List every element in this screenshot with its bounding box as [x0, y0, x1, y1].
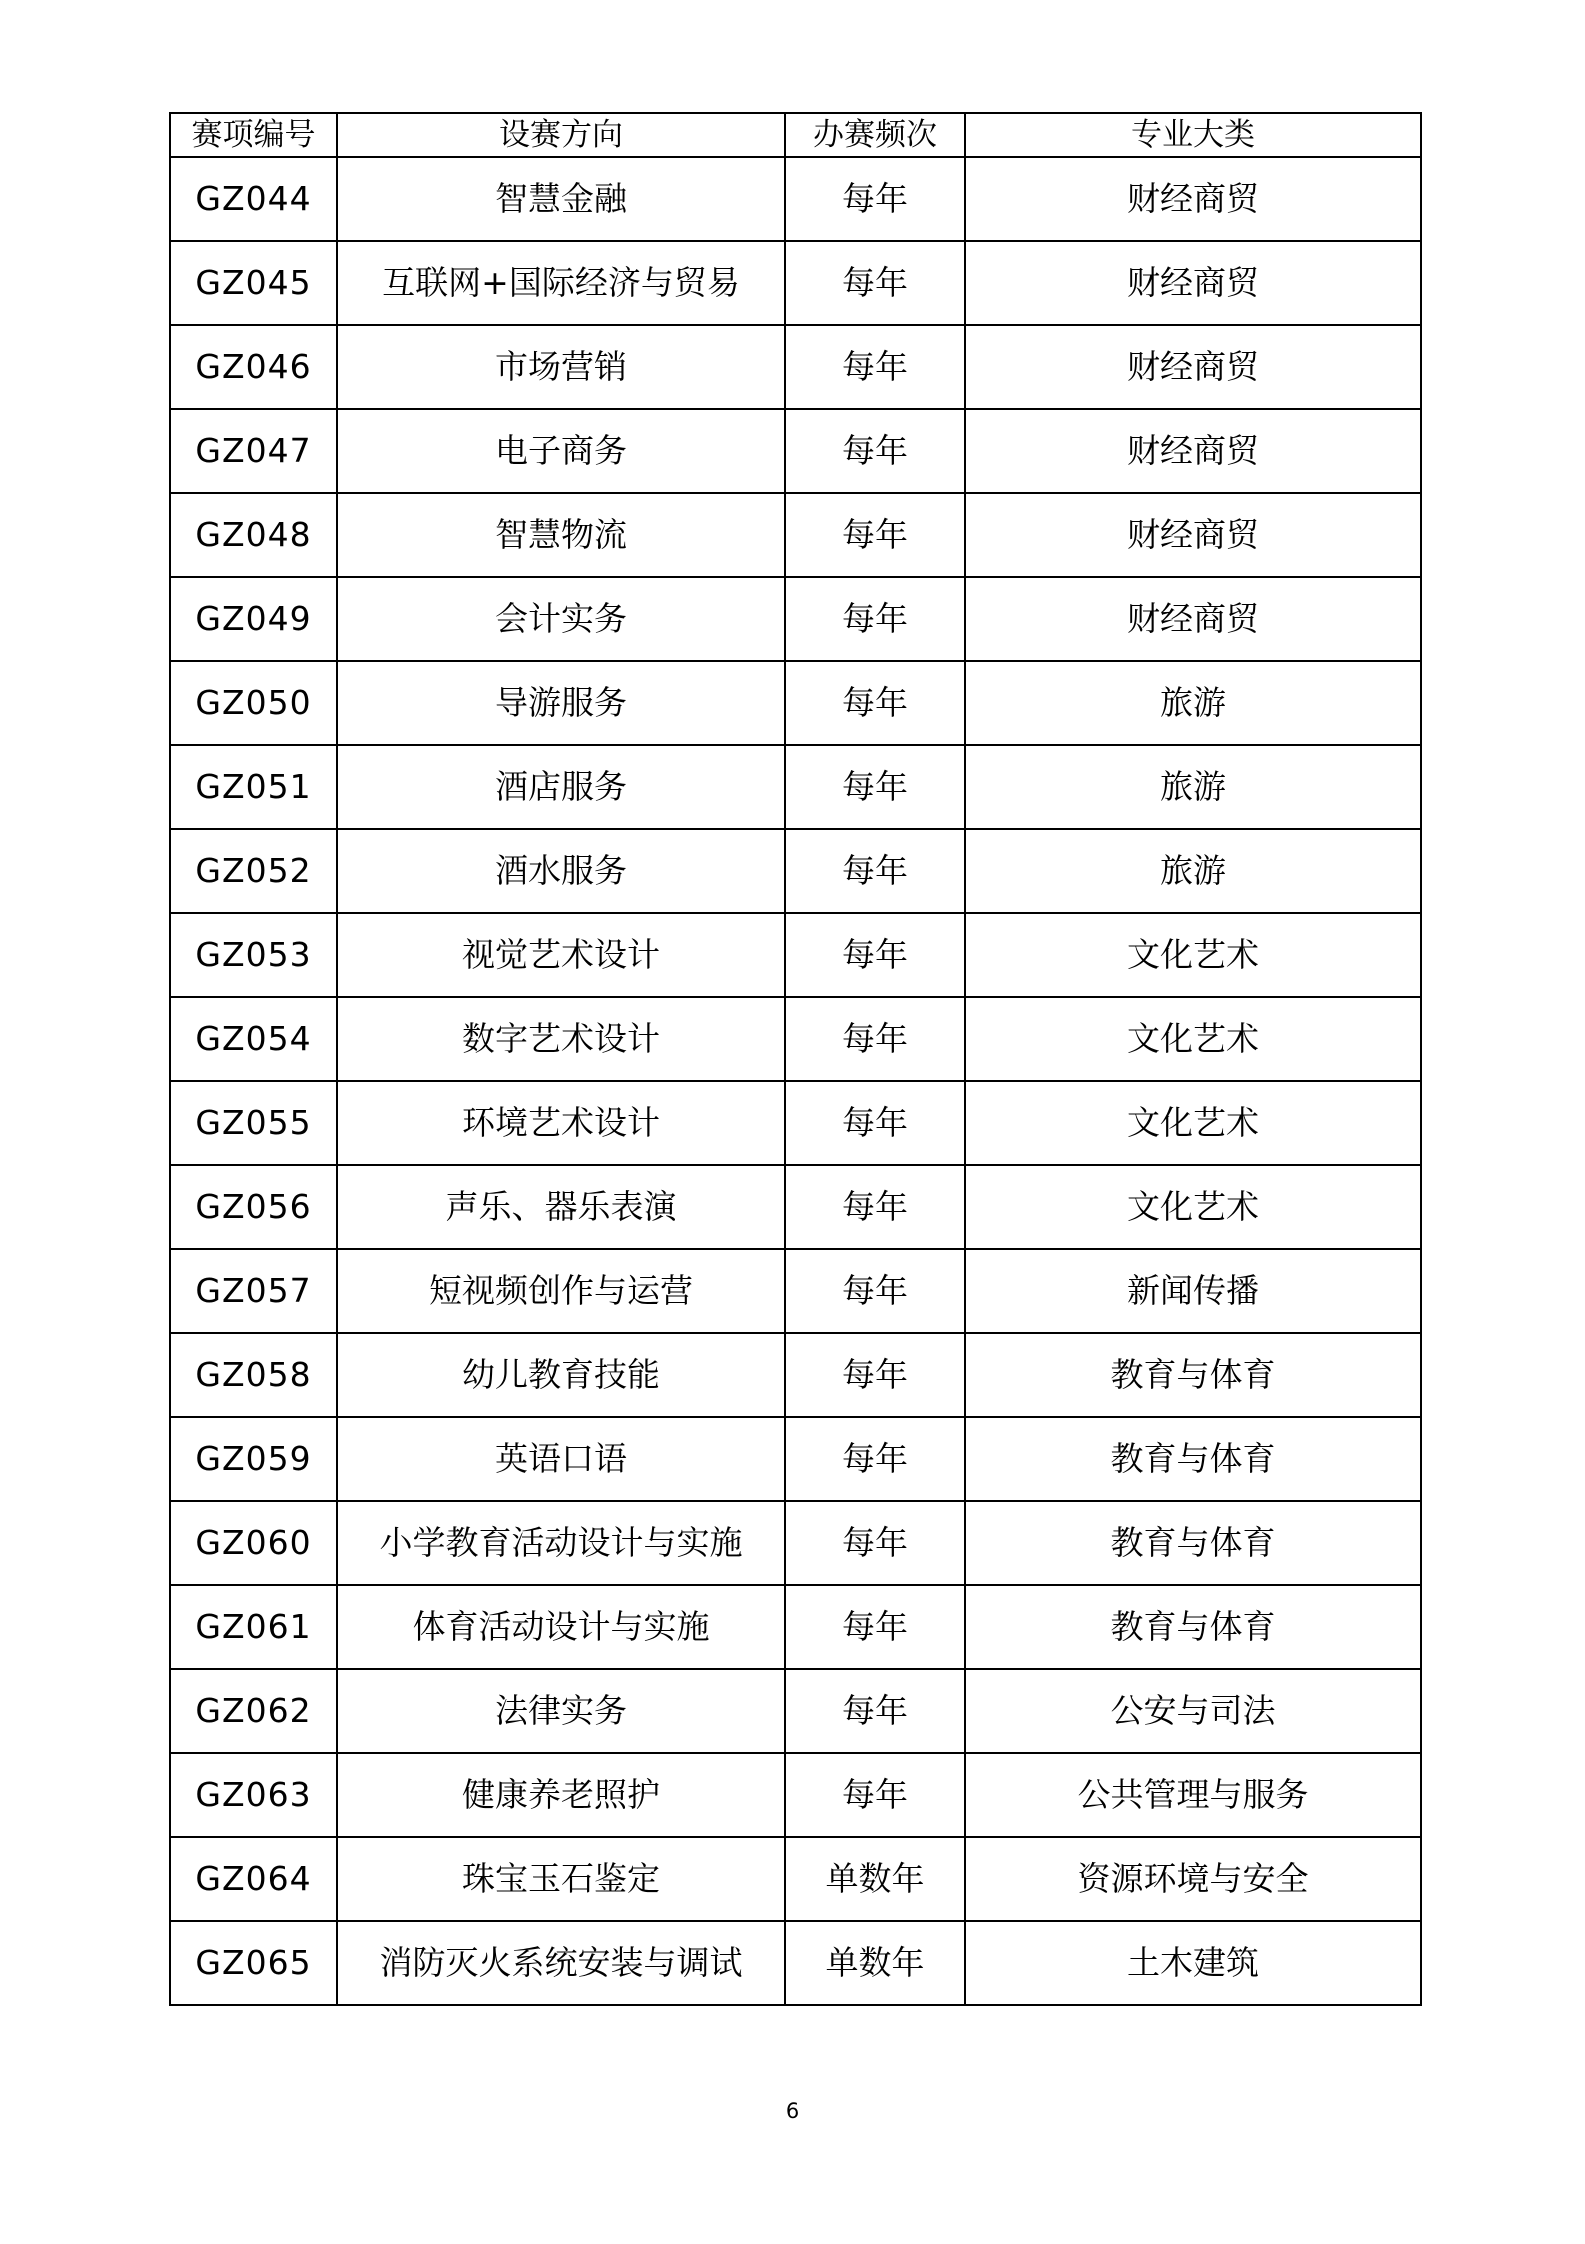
table-row [170, 1753, 1421, 1837]
direction-cell: 智慧物流 [337, 493, 785, 577]
table-row [170, 1333, 1421, 1417]
frequency-cell: 每年 [785, 493, 965, 577]
event-code-cell: GZ045 [170, 241, 337, 325]
table-row [170, 325, 1421, 409]
event-code-cell: GZ054 [170, 997, 337, 1081]
header-category: 专业大类 [965, 113, 1421, 157]
direction-cell: 消防灭火系统安装与调试 [337, 1921, 785, 2005]
table-row [170, 241, 1421, 325]
event-code-cell: GZ051 [170, 745, 337, 829]
competition-events-table [169, 112, 1422, 2006]
direction-cell: 导游服务 [337, 661, 785, 745]
category-cell: 财经商贸 [965, 409, 1421, 493]
direction-cell: 小学教育活动设计与实施 [337, 1501, 785, 1585]
category-cell: 旅游 [965, 661, 1421, 745]
table-row [170, 1837, 1421, 1921]
header-frequency: 办赛频次 [785, 113, 965, 157]
direction-cell: 幼儿教育技能 [337, 1333, 785, 1417]
event-code-cell: GZ057 [170, 1249, 337, 1333]
direction-cell: 酒店服务 [337, 745, 785, 829]
table-header [170, 113, 1421, 157]
table-row [170, 1921, 1421, 2005]
category-cell: 文化艺术 [965, 1081, 1421, 1165]
frequency-cell: 每年 [785, 1417, 965, 1501]
table-row [170, 1669, 1421, 1753]
event-code-cell: GZ044 [170, 157, 337, 241]
table-row [170, 661, 1421, 745]
category-cell: 文化艺术 [965, 1165, 1421, 1249]
direction-cell: 互联网+国际经济与贸易 [337, 241, 785, 325]
table-body [170, 157, 1421, 2005]
table-row [170, 1501, 1421, 1585]
event-code-cell: GZ062 [170, 1669, 337, 1753]
event-code-cell: GZ058 [170, 1333, 337, 1417]
category-cell: 土木建筑 [965, 1921, 1421, 2005]
category-cell: 教育与体育 [965, 1333, 1421, 1417]
category-cell: 教育与体育 [965, 1585, 1421, 1669]
category-cell: 财经商贸 [965, 325, 1421, 409]
category-cell: 旅游 [965, 829, 1421, 913]
table-row [170, 409, 1421, 493]
frequency-cell: 每年 [785, 409, 965, 493]
category-cell: 财经商贸 [965, 577, 1421, 661]
frequency-cell: 每年 [785, 157, 965, 241]
frequency-cell: 每年 [785, 1585, 965, 1669]
category-cell: 资源环境与安全 [965, 1837, 1421, 1921]
frequency-cell: 每年 [785, 997, 965, 1081]
direction-cell: 珠宝玉石鉴定 [337, 1837, 785, 1921]
event-code-cell: GZ047 [170, 409, 337, 493]
direction-cell: 短视频创作与运营 [337, 1249, 785, 1333]
category-cell: 财经商贸 [965, 157, 1421, 241]
category-cell: 文化艺术 [965, 913, 1421, 997]
table-row [170, 745, 1421, 829]
direction-cell: 法律实务 [337, 1669, 785, 1753]
direction-cell: 数字艺术设计 [337, 997, 785, 1081]
frequency-cell: 每年 [785, 1249, 965, 1333]
frequency-cell: 每年 [785, 745, 965, 829]
header-direction: 设赛方向 [337, 113, 785, 157]
direction-cell: 健康养老照护 [337, 1753, 785, 1837]
event-code-cell: GZ060 [170, 1501, 337, 1585]
frequency-cell: 每年 [785, 1669, 965, 1753]
frequency-cell: 每年 [785, 829, 965, 913]
table-row [170, 493, 1421, 577]
direction-cell: 英语口语 [337, 1417, 785, 1501]
frequency-cell: 单数年 [785, 1837, 965, 1921]
table-row [170, 829, 1421, 913]
event-code-cell: GZ048 [170, 493, 337, 577]
event-code-cell: GZ052 [170, 829, 337, 913]
table-row [170, 1585, 1421, 1669]
table-row [170, 1165, 1421, 1249]
direction-cell: 市场营销 [337, 325, 785, 409]
event-code-cell: GZ065 [170, 1921, 337, 2005]
frequency-cell: 每年 [785, 913, 965, 997]
event-code-cell: GZ055 [170, 1081, 337, 1165]
category-cell: 财经商贸 [965, 493, 1421, 577]
event-code-cell: GZ061 [170, 1585, 337, 1669]
event-code-cell: GZ063 [170, 1753, 337, 1837]
event-code-cell: GZ056 [170, 1165, 337, 1249]
table-row [170, 913, 1421, 997]
frequency-cell: 每年 [785, 1333, 965, 1417]
category-cell: 财经商贸 [965, 241, 1421, 325]
event-code-cell: GZ059 [170, 1417, 337, 1501]
direction-cell: 智慧金融 [337, 157, 785, 241]
category-cell: 旅游 [965, 745, 1421, 829]
frequency-cell: 每年 [785, 1165, 965, 1249]
direction-cell: 环境艺术设计 [337, 1081, 785, 1165]
category-cell: 文化艺术 [965, 997, 1421, 1081]
event-code-cell: GZ046 [170, 325, 337, 409]
category-cell: 新闻传播 [965, 1249, 1421, 1333]
category-cell: 公安与司法 [965, 1669, 1421, 1753]
frequency-cell: 每年 [785, 325, 965, 409]
frequency-cell: 每年 [785, 577, 965, 661]
direction-cell: 体育活动设计与实施 [337, 1585, 785, 1669]
table-header-row [170, 113, 1421, 157]
category-cell: 教育与体育 [965, 1501, 1421, 1585]
frequency-cell: 每年 [785, 1501, 965, 1585]
direction-cell: 电子商务 [337, 409, 785, 493]
header-event-code: 赛项编号 [170, 113, 337, 157]
frequency-cell: 单数年 [785, 1921, 965, 2005]
frequency-cell: 每年 [785, 1081, 965, 1165]
event-code-cell: GZ064 [170, 1837, 337, 1921]
table-row [170, 1249, 1421, 1333]
frequency-cell: 每年 [785, 661, 965, 745]
table-row [170, 1081, 1421, 1165]
direction-cell: 酒水服务 [337, 829, 785, 913]
page-number: 6 [785, 2099, 800, 2123]
frequency-cell: 每年 [785, 1753, 965, 1837]
category-cell: 公共管理与服务 [965, 1753, 1421, 1837]
table-row [170, 157, 1421, 241]
frequency-cell: 每年 [785, 241, 965, 325]
event-code-cell: GZ053 [170, 913, 337, 997]
event-code-cell: GZ049 [170, 577, 337, 661]
event-code-cell: GZ050 [170, 661, 337, 745]
direction-cell: 声乐、器乐表演 [337, 1165, 785, 1249]
direction-cell: 会计实务 [337, 577, 785, 661]
table-row [170, 577, 1421, 661]
table-row [170, 1417, 1421, 1501]
category-cell: 教育与体育 [965, 1417, 1421, 1501]
direction-cell: 视觉艺术设计 [337, 913, 785, 997]
table-row [170, 997, 1421, 1081]
